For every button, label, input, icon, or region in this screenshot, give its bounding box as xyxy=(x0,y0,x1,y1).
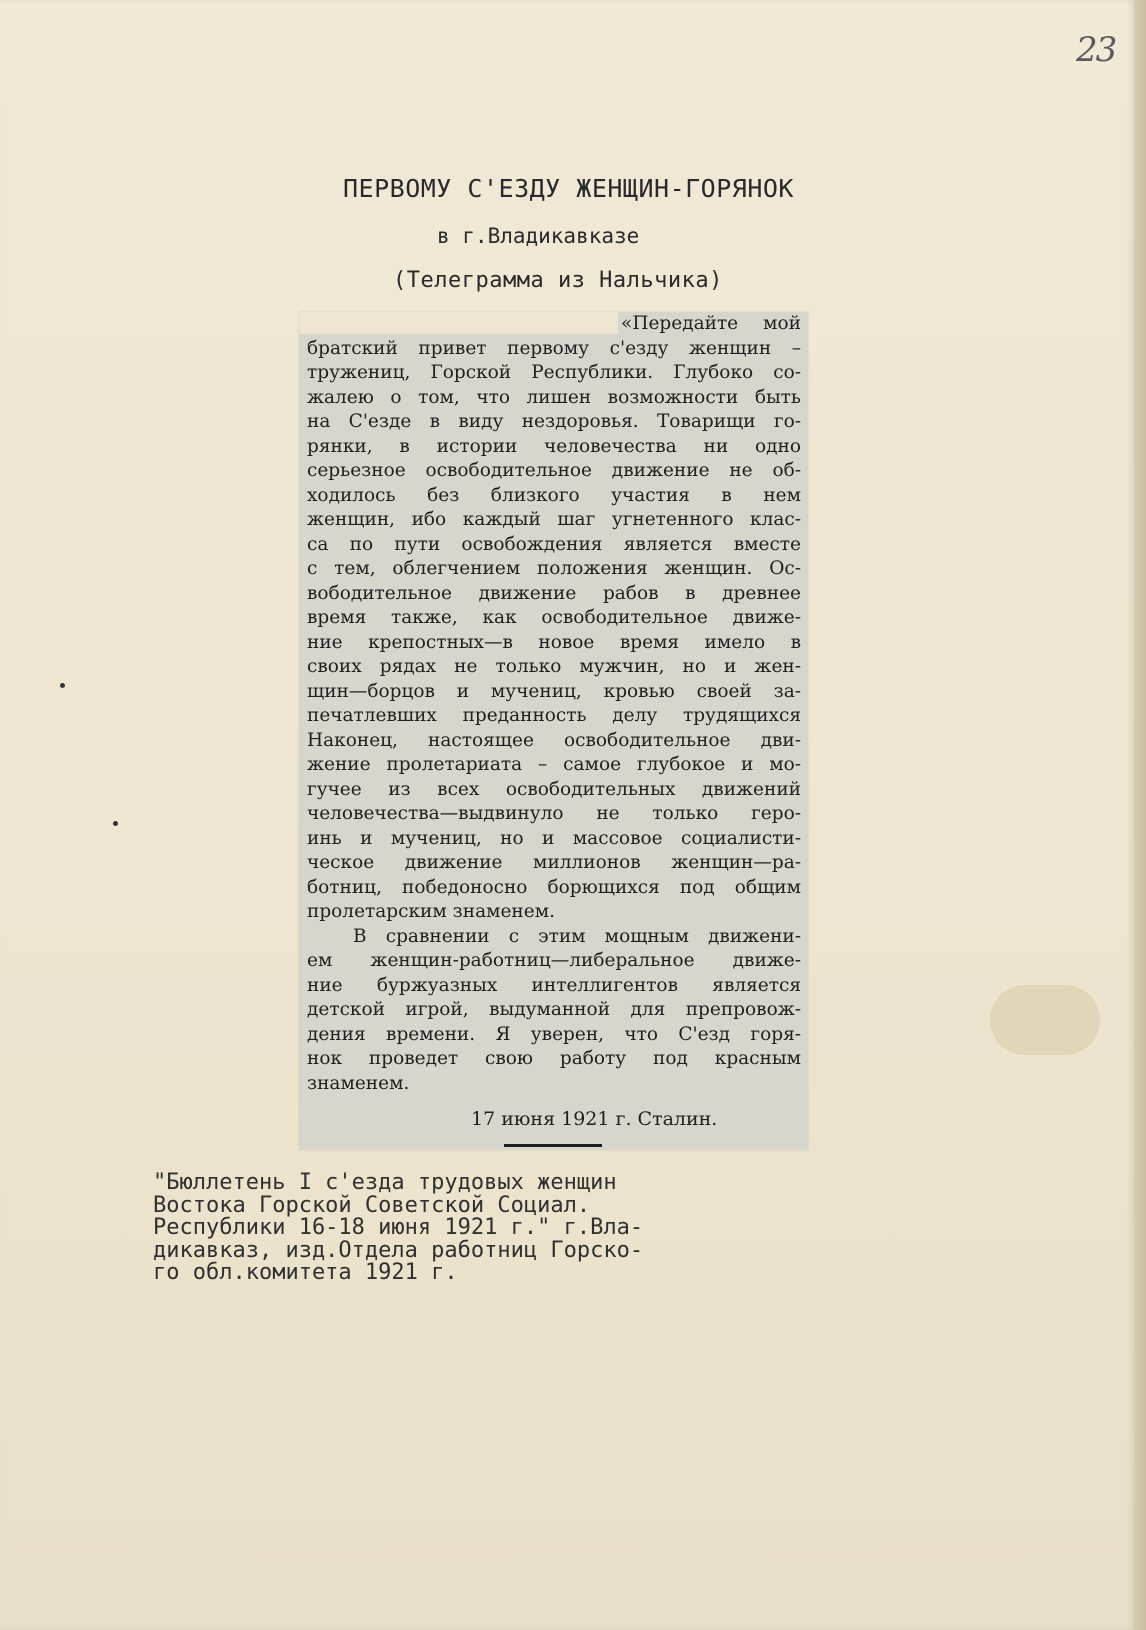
clipping-line: гучее из всех освободительных движений xyxy=(307,778,801,800)
heading-place: в г.Владикавказе xyxy=(437,224,640,248)
heading-title: ПЕРВОМУ С'ЕЗДУ ЖЕНЩИН-ГОРЯНОК xyxy=(343,174,794,203)
clipping-line: печатлевших преданность делу трудящихся xyxy=(307,705,801,726)
clipping-line: са по пути освобождения является вместе xyxy=(307,533,801,555)
clipping-line: ботниц, победоносно борющихся под общим xyxy=(307,876,801,898)
paper-speck xyxy=(60,683,65,688)
citation-line: го обл.комитета 1921 г. xyxy=(153,1260,458,1285)
clipping-line: пролетарским знаменем. xyxy=(307,901,555,922)
clipping-line: ние буржуазных интеллигентов является xyxy=(307,974,801,996)
clipping-line: время также, как освободительное движе- xyxy=(307,607,801,628)
citation-line: "Бюллетень I с'езда трудовых женщин xyxy=(153,1170,617,1195)
paper-speck xyxy=(113,821,118,826)
clipping-line: на С'езде в виду нездоровья. Товарищи го- xyxy=(307,411,801,432)
clipping-line: инь и мучениц, но и массовое социалисти- xyxy=(307,827,801,849)
clipping-line: ческое движение миллионов женщин—ра- xyxy=(307,852,801,873)
clipping-line: братский привет первому с'езду женщин – xyxy=(307,337,801,359)
clipping-text xyxy=(307,312,801,1096)
clipping-line: тружениц, Горской Республики. Глубоко со- xyxy=(307,362,801,383)
clipping-line: В сравнении с этим мощным движени- xyxy=(353,925,801,947)
clipping-line: своих рядах не только мужчин, но и жен- xyxy=(307,656,801,677)
clipping-line: Наконец, настоящее освободительное дви- xyxy=(307,729,801,751)
clipping-line: с тем, облегчением положения женщин. Ос- xyxy=(307,558,801,579)
clipping-line: ходилось без близкого участия в нем xyxy=(307,484,801,506)
source-citation xyxy=(153,1172,643,1285)
clipping-line: жалею о том, что лишен возможности быть xyxy=(307,386,801,408)
clipping-line: жение пролетариата – самое глубокое и мо- xyxy=(307,754,801,775)
citation-line: Востока Горской Советской Социал. xyxy=(153,1192,591,1218)
clipping-line: женщин, ибо каждый шаг угнетенного клас- xyxy=(307,509,801,530)
folio-number: 23 xyxy=(1076,30,1116,70)
clipping-rule xyxy=(504,1144,602,1147)
clipping-line: щин—борцов и мучениц, кровью своей за- xyxy=(307,680,801,702)
newspaper-clipping xyxy=(299,312,808,1150)
clipping-line: серьезное освободительное движение не об- xyxy=(307,460,801,481)
heading-subtitle: (Телеграмма из Нальчика) xyxy=(393,268,723,293)
clipping-line: ем женщин-работниц—либеральное движе- xyxy=(307,950,801,971)
telegram-signature: 17 июня 1921 г. Сталин. xyxy=(471,1108,718,1130)
clipping-line: дения времени. Я уверен, что С'езд горя- xyxy=(307,1023,801,1045)
clipping-line: «Передайте мой xyxy=(621,313,801,334)
clipping-line: рянки, в истории человечества ни одно xyxy=(307,435,801,457)
citation-line: дикавказ, изд.Отдела работниц Горско- xyxy=(153,1237,644,1263)
paper-stain xyxy=(990,985,1100,1055)
clipping-line: детской игрой, выдуманной для препровож- xyxy=(307,999,801,1020)
page-edge xyxy=(1134,0,1146,1630)
clipping-line: знаменем. xyxy=(307,1072,410,1094)
clipping-line: ние крепостных—в новое время имело в xyxy=(307,631,801,653)
clipping-line: вободительное движение рабов в древнее xyxy=(307,582,801,604)
clipping-line: человечества—выдвинуло не только геро- xyxy=(307,803,801,824)
citation-line: Республики 16-18 июня 1921 г." г.Вла- xyxy=(153,1215,644,1240)
clipping-line: нок проведет свою работу под красным xyxy=(307,1048,801,1069)
